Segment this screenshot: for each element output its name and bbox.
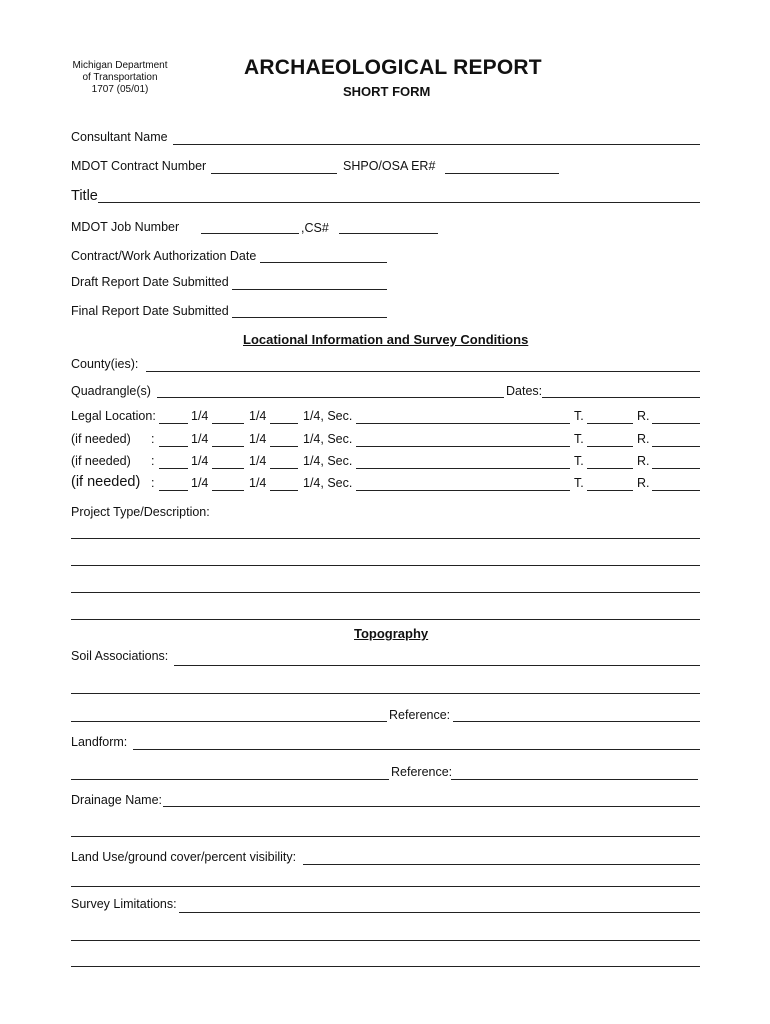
township-field[interactable] xyxy=(587,468,633,469)
drainage-name-field[interactable] xyxy=(163,806,700,807)
project-description-line[interactable] xyxy=(71,565,700,566)
quarter-sec-label: 1/4, Sec. xyxy=(303,409,353,423)
range-label: R. xyxy=(637,409,650,423)
township-field[interactable] xyxy=(587,490,633,491)
soil-reference-label: Reference: xyxy=(389,708,451,722)
if-needed-label: (if needed) xyxy=(71,474,141,490)
shpo-osa-label: SHPO/OSA ER# xyxy=(343,159,436,173)
form-number: 1707 (05/01) xyxy=(91,84,149,95)
legal-q1-field[interactable] xyxy=(159,423,188,424)
range-label: R. xyxy=(637,432,650,446)
drainage-name-label: Drainage Name: xyxy=(71,793,163,807)
range-label: R. xyxy=(637,476,650,490)
landform-label: Landform: xyxy=(71,735,128,749)
soil-reference-field[interactable] xyxy=(453,721,700,722)
township-field[interactable] xyxy=(587,446,633,447)
quarter-label: 1/4 xyxy=(249,432,267,446)
range-field[interactable] xyxy=(652,446,700,447)
legal-location-label: Legal Location: xyxy=(71,409,156,423)
section-field[interactable] xyxy=(356,490,570,491)
legal-q3-field[interactable] xyxy=(270,490,298,491)
shpo-osa-field[interactable] xyxy=(445,173,559,174)
survey-limitations-field[interactable] xyxy=(179,912,700,913)
colon-label: : xyxy=(151,432,155,446)
county-label: County(ies): xyxy=(71,357,139,371)
legal-q1-field[interactable] xyxy=(159,446,188,447)
report-title-label: Title xyxy=(71,188,98,204)
cs-field[interactable] xyxy=(339,233,438,234)
legal-q1-field[interactable] xyxy=(159,468,188,469)
drainage-name-line[interactable] xyxy=(71,836,700,837)
legal-q2-field[interactable] xyxy=(212,468,244,469)
consultant-name-label: Consultant Name xyxy=(71,130,168,144)
landform-reference-label: Reference: xyxy=(391,765,453,779)
quarter-label: 1/4 xyxy=(191,476,209,490)
dates-field[interactable] xyxy=(542,397,700,398)
draft-report-date-field[interactable] xyxy=(232,289,387,290)
township-field[interactable] xyxy=(587,423,633,424)
dept-name-line1: Michigan Department xyxy=(72,60,168,71)
contract-auth-date-label: Contract/Work Authorization Date xyxy=(71,249,257,263)
job-number-label: MDOT Job Number xyxy=(71,220,180,234)
quadrangle-field[interactable] xyxy=(157,397,504,398)
page-subtitle: SHORT FORM xyxy=(343,84,431,99)
land-use-line[interactable] xyxy=(71,886,700,887)
survey-limitations-label: Survey Limitations: xyxy=(71,897,177,911)
survey-limitations-line[interactable] xyxy=(71,940,700,941)
landform-field[interactable] xyxy=(133,749,700,750)
township-label: T. xyxy=(574,409,584,423)
soil-associations-line[interactable] xyxy=(71,693,700,694)
topography-heading: Topography xyxy=(354,626,429,641)
report-title-field[interactable] xyxy=(98,202,700,203)
legal-q3-field[interactable] xyxy=(270,423,298,424)
if-needed-label: (if needed) xyxy=(71,454,131,468)
section-field[interactable] xyxy=(356,468,570,469)
range-field[interactable] xyxy=(652,423,700,424)
range-field[interactable] xyxy=(652,490,700,491)
quadrangle-label: Quadrangle(s) xyxy=(71,384,151,398)
project-description-line[interactable] xyxy=(71,538,700,539)
legal-q2-field[interactable] xyxy=(212,490,244,491)
quarter-sec-label: 1/4, Sec. xyxy=(303,432,353,446)
legal-q2-field[interactable] xyxy=(212,446,244,447)
soil-reference-prefix-line[interactable] xyxy=(71,721,387,722)
range-label: R. xyxy=(637,454,650,468)
colon-label: : xyxy=(151,476,155,490)
cs-label: ,CS# xyxy=(301,221,329,235)
contract-number-label: MDOT Contract Number xyxy=(71,159,207,173)
quarter-label: 1/4 xyxy=(249,476,267,490)
section-field[interactable] xyxy=(356,423,570,424)
legal-q3-field[interactable] xyxy=(270,446,298,447)
landform-reference-field[interactable] xyxy=(451,779,698,780)
dept-name-line2: of Transportation xyxy=(82,72,158,83)
quarter-label: 1/4 xyxy=(191,409,209,423)
page-title: ARCHAEOLOGICAL REPORT xyxy=(244,56,542,79)
consultant-name-field[interactable] xyxy=(173,144,700,145)
contract-auth-date-field[interactable] xyxy=(260,262,387,263)
county-field[interactable] xyxy=(146,371,700,372)
legal-q2-field[interactable] xyxy=(212,423,244,424)
legal-q3-field[interactable] xyxy=(270,468,298,469)
project-description-label: Project Type/Description: xyxy=(71,505,210,519)
colon-label: : xyxy=(151,454,155,468)
township-label: T. xyxy=(574,432,584,446)
township-label: T. xyxy=(574,454,584,468)
survey-limitations-line[interactable] xyxy=(71,966,700,967)
quarter-sec-label: 1/4, Sec. xyxy=(303,476,353,490)
landform-reference-prefix-line[interactable] xyxy=(71,779,389,780)
land-use-label: Land Use/ground cover/percent visibility: xyxy=(71,850,297,864)
quarter-label: 1/4 xyxy=(191,454,209,468)
contract-number-field[interactable] xyxy=(211,173,337,174)
quarter-sec-label: 1/4, Sec. xyxy=(303,454,353,468)
dates-label: Dates: xyxy=(506,384,543,398)
project-description-line[interactable] xyxy=(71,592,700,593)
section-field[interactable] xyxy=(356,446,570,447)
quarter-label: 1/4 xyxy=(191,432,209,446)
job-number-field[interactable] xyxy=(201,233,299,234)
project-description-line[interactable] xyxy=(71,619,700,620)
if-needed-label: (if needed) xyxy=(71,432,131,446)
department-block xyxy=(70,60,170,96)
legal-q1-field[interactable] xyxy=(159,490,188,491)
draft-report-date-label: Draft Report Date Submitted xyxy=(71,275,229,289)
locational-heading: Locational Information and Survey Conditions xyxy=(243,332,529,347)
range-field[interactable] xyxy=(652,468,700,469)
final-report-date-field[interactable] xyxy=(232,317,387,318)
quarter-label: 1/4 xyxy=(249,409,267,423)
land-use-field[interactable] xyxy=(303,864,700,865)
soil-associations-field[interactable] xyxy=(174,665,700,666)
quarter-label: 1/4 xyxy=(249,454,267,468)
township-label: T. xyxy=(574,476,584,490)
final-report-date-label: Final Report Date Submitted xyxy=(71,304,229,318)
soil-associations-label: Soil Associations: xyxy=(71,649,169,663)
